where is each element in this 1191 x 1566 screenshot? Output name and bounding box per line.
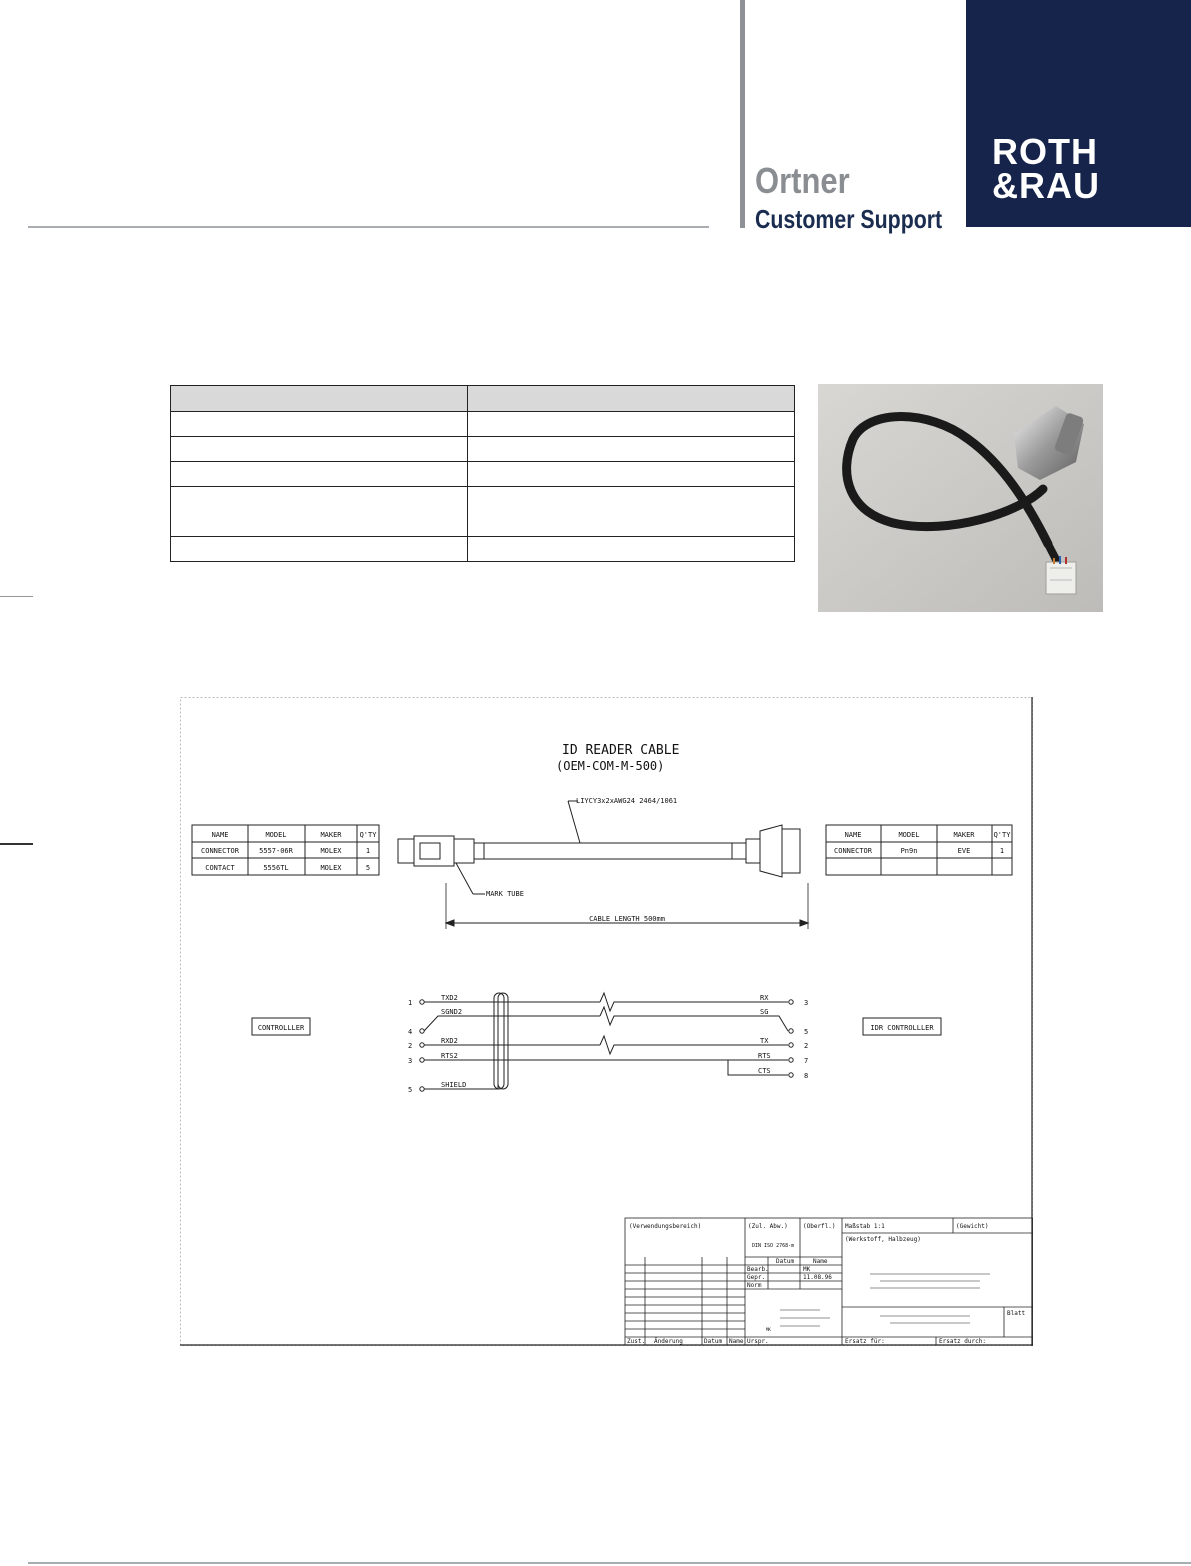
spec-table-row [171,537,795,562]
spec-table-cell [171,487,468,537]
right-table-header: MODEL [898,831,920,839]
left-signal-name: SGND2 [441,1008,463,1016]
tb-row-gepr: Gepr. [747,1274,766,1281]
right-table-cell: Pn9n [900,847,918,855]
tb-col-name: Name [813,1258,828,1265]
right-table-cell: 1 [999,847,1005,855]
spec-table-row [171,462,795,487]
tb-rev-zust: Zust. [627,1338,646,1345]
right-table-header: Q'TY [993,831,1011,839]
left-table-cell: MOLEX [320,864,342,872]
right-signal-name: CTS [758,1067,771,1075]
tb-rev-date: Datum [704,1338,723,1345]
margin-mark [0,843,33,845]
left-table-header: MODEL [265,831,287,839]
left-pin-number: 1 [408,999,413,1007]
tb-surface: (Oberfl.) [803,1223,836,1230]
spec-table-cell [171,537,468,562]
drawing-subtitle: (OEM-COM-M-500) [556,759,665,773]
tb-date-value: 11.08.96 [803,1274,832,1281]
spec-table-cell [468,386,795,412]
spec-table-header-row [171,386,795,412]
tb-replaced-by: Ersatz durch: [939,1338,986,1345]
header-divider [740,0,745,228]
left-table-header: Q'TY [359,831,377,839]
right-signal-name: RX [760,994,769,1002]
tb-sheet: Blatt [1007,1310,1026,1317]
left-table-cell: 5 [365,864,371,872]
left-table-cell: 5556TL [263,864,289,872]
controller-right-label: IDR CONTROLLLER [870,1024,934,1032]
tb-scale: Maßstab 1:1 [845,1223,885,1230]
tb-material: (Werkstoff, Halbzeug) [845,1236,921,1243]
spec-table-cell [468,437,795,462]
tb-rev-change: Änderung [654,1338,683,1345]
tb-row-norm: Norm [747,1282,762,1289]
drawing-title: ID READER CABLE [562,743,680,758]
right-table-cell: EVE [957,847,971,855]
left-signal-name: RXD2 [441,1037,458,1045]
brand-tagline: Customer Support [755,204,943,234]
logo-line-1: ROTH [992,131,1098,172]
mark-tube-label: MARK TUBE [486,890,524,898]
right-pin-number: 8 [804,1072,809,1080]
left-pin-number: 3 [408,1057,413,1065]
spec-table-row [171,437,795,462]
left-signal-name: TXD2 [441,994,458,1002]
spec-table-row [171,412,795,437]
spec-table-row [171,487,795,537]
left-table-cell: CONNECTOR [201,847,239,855]
right-signal-name: RTS [758,1052,771,1060]
tb-replaces: Ersatz für: [845,1338,885,1345]
left-table-cell: CONTACT [205,864,235,872]
left-signal-name: SHIELD [441,1081,467,1089]
right-signal-name: SG [760,1008,769,1016]
logo-line-2: &RAU [992,165,1100,206]
spec-table [170,385,795,562]
left-table-cell: 1 [365,847,371,855]
spec-table-cell [171,412,468,437]
right-table-header: NAME [844,831,862,839]
spec-table-cell [468,412,795,437]
controller-left-label: CONTROLLLER [257,1024,305,1032]
spec-table-cell [468,462,795,487]
cable-photo [818,384,1103,612]
cable-length-label: CABLE LENGTH 500mm [589,915,665,923]
cable-spec-label: LIYCY3x2xAWG24 2464/1061 [576,797,678,805]
brand-name: Ortner [755,160,850,201]
left-pin-number: 4 [408,1028,413,1036]
header-rule [28,226,709,228]
margin-mark [0,596,33,597]
tb-standard: DIN ISO 2768-m [752,1243,795,1249]
molex-connector [1046,556,1076,594]
tb-usage: (Verwendungsbereich) [629,1223,702,1230]
left-table-header: NAME [211,831,229,839]
left-pin-number: 5 [408,1086,413,1094]
tb-col-date: Datum [776,1258,795,1265]
right-table-header: MAKER [953,831,975,839]
left-table-cell: 5557-06R [259,847,293,855]
spec-table-cell [468,487,795,537]
left-signal-name: RTS2 [441,1052,458,1060]
tb-row-bearb: Bearb. [747,1266,769,1273]
tb-rev-name: Name [729,1338,744,1345]
right-signal-name: TX [760,1037,769,1045]
tb-origin: Urspr. [747,1338,769,1345]
tb-small-mark: MK [766,1327,771,1332]
left-table-header: MAKER [320,831,342,839]
right-pin-number: 7 [804,1057,809,1065]
left-table-cell: MOLEX [320,847,342,855]
left-pin-number: 2 [408,1042,413,1050]
right-table-cell: CONNECTOR [834,847,872,855]
footer-rule [28,1562,1191,1564]
right-pin-number: 3 [804,999,809,1007]
tb-tolerance: (Zul. Abw.) [748,1223,788,1230]
spec-table-cell [171,462,468,487]
right-pin-number: 2 [804,1042,809,1050]
tb-name-value: MK [803,1266,811,1273]
right-pin-number: 5 [804,1028,809,1036]
spec-table-cell [468,537,795,562]
logo-text [992,131,1100,206]
spec-table-cell [171,386,468,412]
tb-weight: (Gewicht) [956,1223,989,1230]
spec-table-cell [171,437,468,462]
cable-drawing [180,697,1033,1346]
